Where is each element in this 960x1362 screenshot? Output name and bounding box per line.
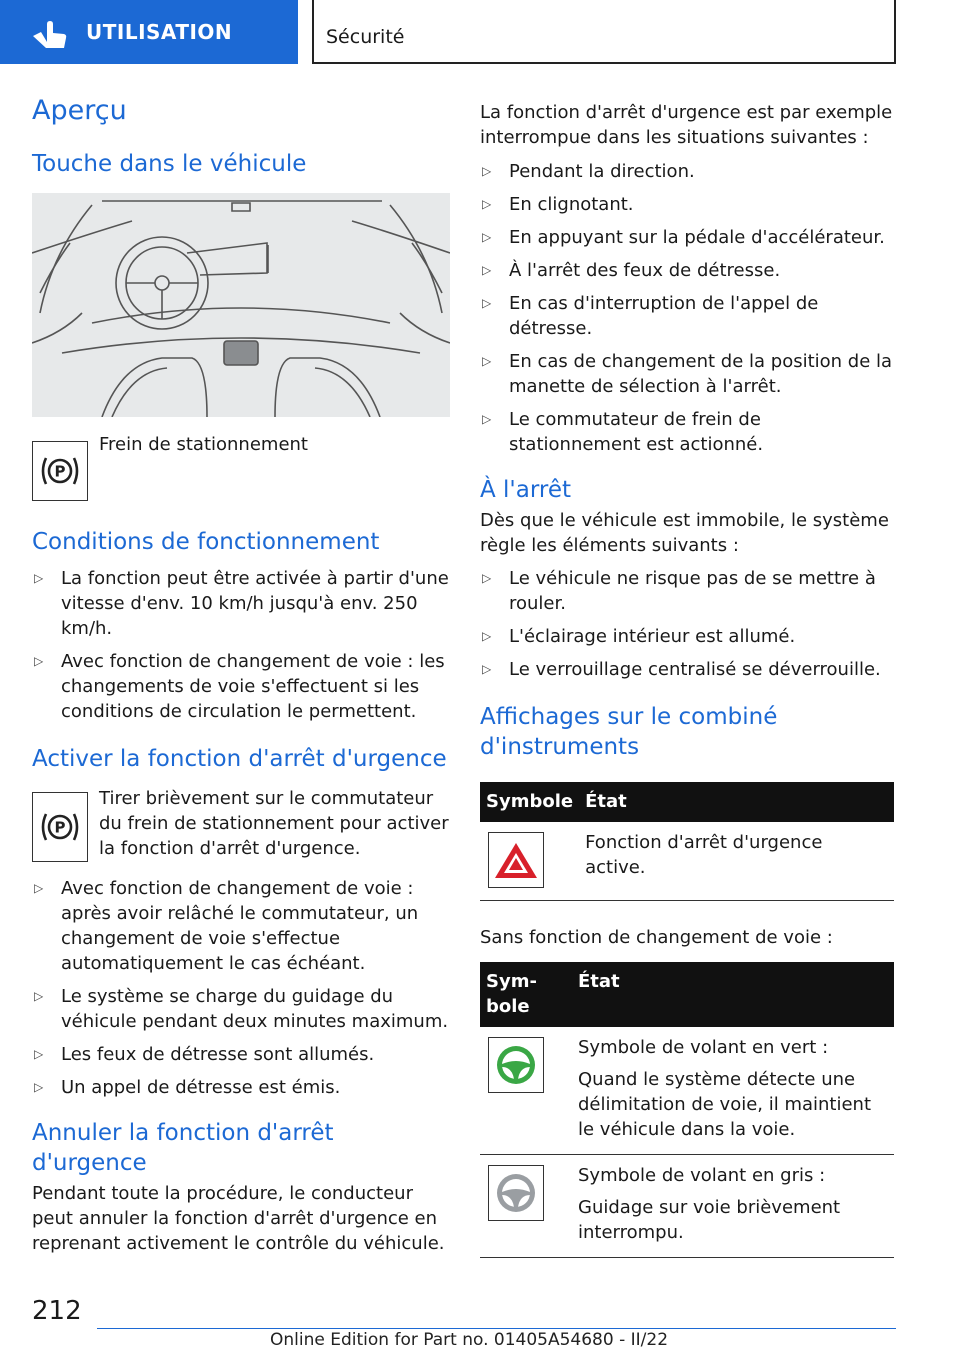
list-item: ▷ En appuyant sur la pédale d'accélérateur.: [482, 227, 885, 248]
list-item: ▷ Le verrouillage centralisé se déverrouille.: [482, 659, 881, 680]
left-column: [32, 95, 450, 1256]
table-row: [480, 822, 894, 901]
bullet-icon: ▷: [482, 296, 492, 310]
section-label: UTILISATION: [86, 20, 233, 44]
parking-brake-icon-box: [32, 441, 88, 501]
svg-text:P: P: [54, 818, 66, 837]
bullet-icon: ▷: [482, 571, 492, 585]
activate-heading: Activer la fonction d'arrêt d'urgence: [32, 746, 447, 772]
column-header-state: État: [579, 782, 894, 822]
display-heading: Affichages sur le combiné d'instruments: [480, 704, 778, 760]
conditions-heading: Conditions de fonctionnement: [32, 529, 380, 555]
state-cell: [572, 1155, 894, 1258]
bullet-icon: ▷: [34, 989, 44, 1003]
state-text: Guidage sur voie brièvement interrompu.: [578, 1197, 841, 1243]
column-header-state: État: [572, 962, 894, 1027]
column-header-symbol: Symbole: [480, 782, 579, 822]
list-item: ▷ En cas de changement de la position de la manette de sélection à l'arrêt.: [482, 351, 893, 397]
list-item: ▷ En clignotant.: [482, 194, 634, 215]
table-header-row: [480, 782, 894, 822]
stop-list: [480, 566, 896, 682]
list-item: ▷ Un appel de détresse est émis.: [34, 1077, 341, 1098]
activate-text: Tirer brièvement sur le commutateur du frein de stationnement pour activer la fonction d'arrêt d'urgence.: [99, 788, 449, 859]
parking-brake-icon: [39, 454, 81, 488]
bullet-icon: ▷: [34, 1080, 44, 1094]
parking-brake-caption: Frein de stationnement: [99, 434, 308, 455]
list-item: ▷ Le système se charge du guidage du véhicule pendant deux minutes maximum.: [34, 986, 449, 1032]
no-lane-change-label: Sans fonction de changement de voie :: [480, 927, 833, 948]
state-cell: [572, 1027, 894, 1155]
table-row: [480, 1155, 894, 1258]
svg-text:P: P: [54, 462, 66, 481]
section-tab[interactable]: [0, 0, 298, 64]
parking-brake-legend: [32, 434, 450, 501]
page-number: 212: [32, 1296, 82, 1326]
conditions-list: [32, 566, 450, 724]
bullet-icon: ▷: [482, 263, 492, 277]
bullet-icon: ▷: [34, 881, 44, 895]
vehicle-interior-illustration: [32, 193, 450, 417]
column-header-symbol: Sym-bole: [480, 962, 572, 1027]
stop-intro: Dès que le véhicule est immobile, le système règle les éléments suivants :: [480, 510, 889, 556]
bullet-icon: ▷: [34, 1047, 44, 1061]
pointing-hand-icon: [30, 20, 70, 50]
state-title: Symbole de volant en vert :: [578, 1037, 829, 1058]
button-heading: Touche dans le véhicule: [32, 151, 307, 177]
interrupt-list: [480, 159, 896, 457]
status-table-2: [480, 962, 894, 1258]
parking-brake-icon: [39, 810, 81, 844]
topic-label: Sécurité: [326, 26, 405, 48]
interrupt-intro: La fonction d'arrêt d'urgence est par exemple interrompue dans les situations suivantes :: [480, 102, 893, 148]
overview-heading: Aperçu: [32, 95, 127, 126]
right-column: [480, 100, 896, 1258]
edition-note: Online Edition for Part no. 01405A54680 - II/22: [270, 1330, 669, 1350]
footer-divider: [97, 1328, 896, 1329]
steering-green-icon-box: [488, 1037, 544, 1093]
status-table-1: [480, 782, 894, 901]
bullet-icon: ▷: [482, 662, 492, 676]
state-cell: Fonction d'arrêt d'urgence active.: [579, 822, 894, 901]
parking-brake-icon-box: [32, 792, 88, 862]
table-row: [480, 1027, 894, 1155]
activate-instruction: [32, 786, 450, 862]
steering-grey-icon-box: [488, 1165, 544, 1221]
bullet-icon: ▷: [482, 412, 492, 426]
stop-heading: À l'arrêt: [480, 477, 572, 503]
list-item: ▷ L'éclairage intérieur est allumé.: [482, 626, 796, 647]
bullet-icon: ▷: [34, 571, 44, 585]
steering-wheel-green-icon: [494, 1043, 538, 1087]
bullet-icon: ▷: [482, 629, 492, 643]
bullet-icon: ▷: [482, 354, 492, 368]
bullet-icon: ▷: [482, 164, 492, 178]
warning-triangle-icon: [493, 840, 539, 880]
cancel-text: Pendant toute la procédure, le conducteur peut annuler la fonction d'arrêt d'urgence en reprenant activement le contrôle du véhicule.: [32, 1183, 445, 1254]
warning-icon-box: [488, 832, 544, 888]
list-item: ▷ Les feux de détresse sont allumés.: [34, 1044, 375, 1065]
list-item: ▷ À l'arrêt des feux de détresse.: [482, 260, 781, 281]
bullet-icon: ▷: [482, 230, 492, 244]
state-text: Quand le système détecte une délimitation de voie, il maintient le véhicule dans la voie.: [578, 1069, 872, 1140]
activate-list: [32, 876, 450, 1100]
list-item: ▷ Avec fonction de changement de voie : après avoir relâché le commutateur, un changement de voie s'effectue automatiquement le cas échéant.: [34, 878, 419, 974]
list-item: ▷ Avec fonction de changement de voie : les changements de voie s'effectuent si les conditions de circulation le permettent.: [34, 651, 445, 722]
cancel-heading: Annuler la fonction d'arrêt d'urgence: [32, 1120, 334, 1176]
bullet-icon: ▷: [482, 197, 492, 211]
topic-header: [312, 0, 896, 64]
list-item: ▷ La fonction peut être activée à partir d'une vitesse d'env. 10 km/h jusqu'à env. 250 km/h.: [34, 568, 449, 639]
list-item: ▷ Le véhicule ne risque pas de se mettre à rouler.: [482, 568, 876, 614]
list-item: ▷ Pendant la direction.: [482, 161, 695, 182]
list-item: ▷ Le commutateur de frein de stationnement est actionné.: [482, 409, 764, 455]
list-item: ▷ En cas d'interruption de l'appel de détresse.: [482, 293, 819, 339]
state-title: Symbole de volant en gris :: [578, 1165, 826, 1186]
table-header-row: [480, 962, 894, 1027]
steering-wheel-grey-icon: [494, 1171, 538, 1215]
bullet-icon: ▷: [34, 654, 44, 668]
